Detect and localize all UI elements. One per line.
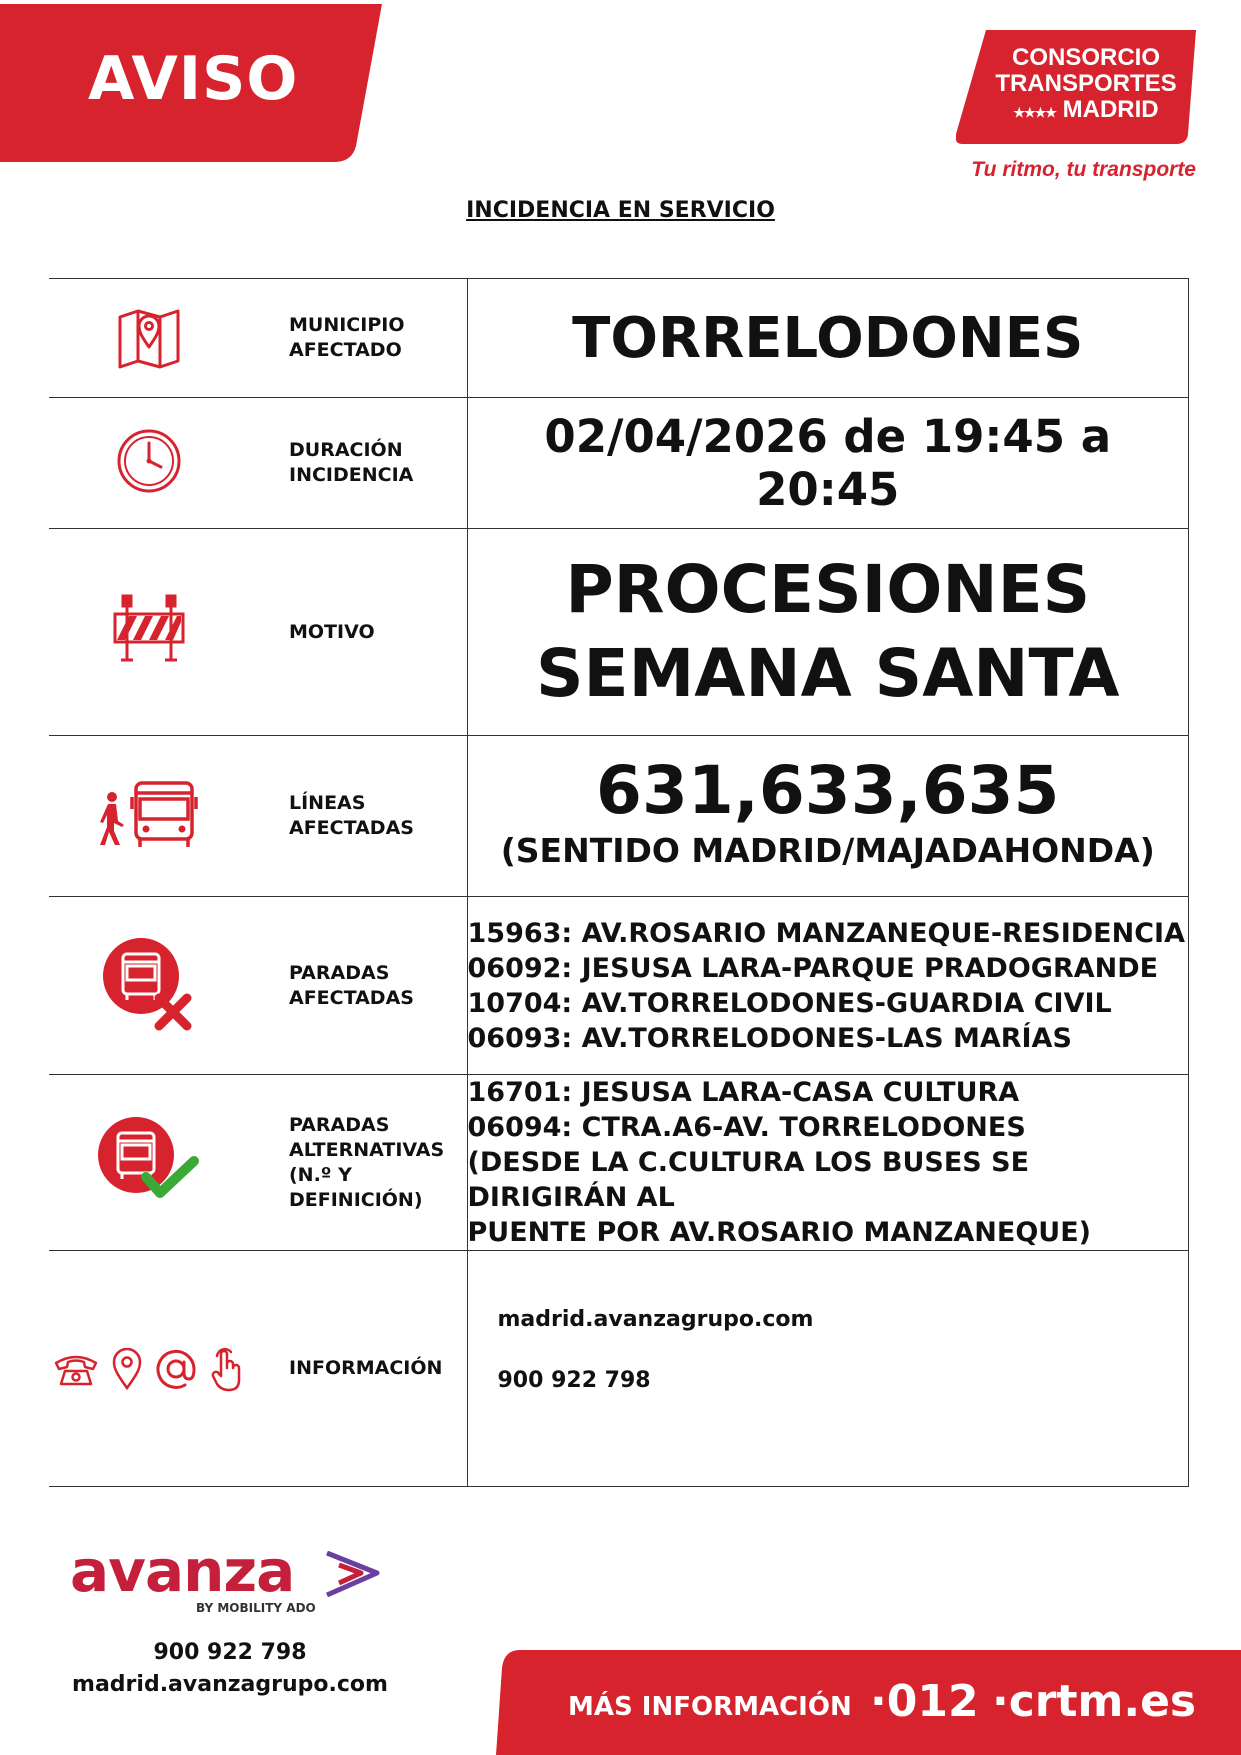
row-informacion [49, 1251, 1189, 1487]
label-alternativas-2: ALTERNATIVAS [289, 1138, 445, 1161]
logo-line-1: CONSORCIO [1011, 44, 1160, 71]
label-paradas-1: PARADAS [289, 961, 390, 984]
phone-icon [53, 1351, 99, 1387]
label-alternativas-4: DEFINICIÓN) [289, 1188, 423, 1211]
parada-afectada-3: 10704: AV.TORRELODONES-GUARDIA CIVIL [467, 987, 1112, 1019]
row-duracion [49, 398, 1189, 529]
touch-hand-icon [209, 1346, 245, 1392]
avanza-logo [70, 1537, 400, 1625]
label-duracion-2: INCIDENCIA [289, 464, 414, 486]
value-lineas: 631,633,635 [596, 752, 1060, 829]
value-motivo-1: PROCESIONES [565, 551, 1091, 628]
row-municipio [49, 279, 1189, 398]
label-duracion-1: DURACIÓN [289, 439, 403, 461]
parada-afectada-4: 06093: AV.TORRELODONES-LAS MARÍAS [467, 1022, 1072, 1054]
bus-stop-cancelled-icon [99, 934, 199, 1034]
bus-pedestrian-icon [94, 779, 204, 849]
footer-crtm-link[interactable]: ·crtm.es [992, 1676, 1197, 1727]
label-alternativas-1: PARADAS [289, 1113, 390, 1136]
row-motivo [49, 529, 1189, 736]
footer-web-link[interactable]: madrid.avanzagrupo.com [72, 1672, 388, 1697]
label-municipio-2: AFECTADO [289, 339, 402, 361]
footer-phone[interactable]: 900 922 798 [153, 1640, 307, 1665]
value-duracion: 02/04/2026 de 19:45 a 20:45 [467, 398, 1189, 529]
aviso-title: AVISO [88, 44, 299, 114]
info-phone[interactable]: 900 922 798 [497, 1368, 651, 1393]
location-icon [111, 1348, 143, 1390]
parada-afectada-1: 15963: AV.ROSARIO MANZANEQUE-RESIDENCIA [467, 917, 1185, 949]
road-barrier-icon [111, 594, 187, 666]
label-motivo: MOTIVO [289, 620, 375, 643]
parada-alternativa-2: 06094: CTRA.A6-AV. TORRELODONES [467, 1112, 1026, 1143]
footer-more-info: MÁS INFORMACIÓN [568, 1692, 852, 1722]
incident-table [49, 278, 1189, 1487]
document-title: INCIDENCIA EN SERVICIO [466, 198, 775, 223]
logo-line-2: TRANSPORTES [995, 70, 1177, 97]
value-lineas-sentido: (SENTIDO MADRID/MAJADAHONDA) [500, 831, 1155, 870]
logo-line-3: MADRID [1062, 96, 1159, 123]
value-municipio: TORRELODONES [467, 279, 1189, 398]
row-paradas-afectadas [49, 897, 1189, 1075]
avanza-sub: BY MOBILITY ADO [196, 1601, 316, 1615]
label-alternativas-3: (N.º Y [289, 1163, 352, 1186]
logo-stars: ★★★★ [1013, 105, 1056, 120]
footer-phone-012[interactable]: ·012 [870, 1676, 979, 1727]
label-lineas-2: AFECTADAS [289, 817, 414, 839]
label-paradas-2: AFECTADAS [289, 986, 414, 1009]
info-web-link[interactable]: madrid.avanzagrupo.com [497, 1307, 814, 1332]
at-sign-icon [155, 1348, 197, 1390]
parada-alternativa-nota-1: (DESDE LA C.CULTURA LOS BUSES SE DIRIGIRÁN AL [467, 1147, 1030, 1213]
row-lineas [49, 736, 1189, 897]
logo-slogan: Tu ritmo, tu transporte [971, 158, 1196, 181]
parada-afectada-2: 06092: JESUSA LARA-PARQUE PRADOGRANDE [467, 952, 1159, 984]
value-motivo-2: SEMANA SANTA [536, 635, 1120, 712]
avanza-chevron-icon [325, 1551, 381, 1597]
map-pin-icon [114, 301, 184, 371]
bus-stop-check-icon [94, 1111, 204, 1211]
consorcio-logo [956, 30, 1196, 146]
label-lineas-1: LÍNEAS [289, 792, 366, 814]
avanza-brand: avanza [70, 1537, 295, 1605]
parada-alternativa-1: 16701: JESUSA LARA-CASA CULTURA [467, 1077, 1020, 1108]
label-informacion: INFORMACIÓN [289, 1357, 443, 1379]
label-municipio-1: MUNICIPIO [289, 314, 405, 336]
parada-alternativa-nota-2: PUENTE POR AV.ROSARIO MANZANEQUE) [467, 1217, 1091, 1248]
clock-icon [115, 427, 183, 495]
row-paradas-alternativas [49, 1075, 1189, 1251]
